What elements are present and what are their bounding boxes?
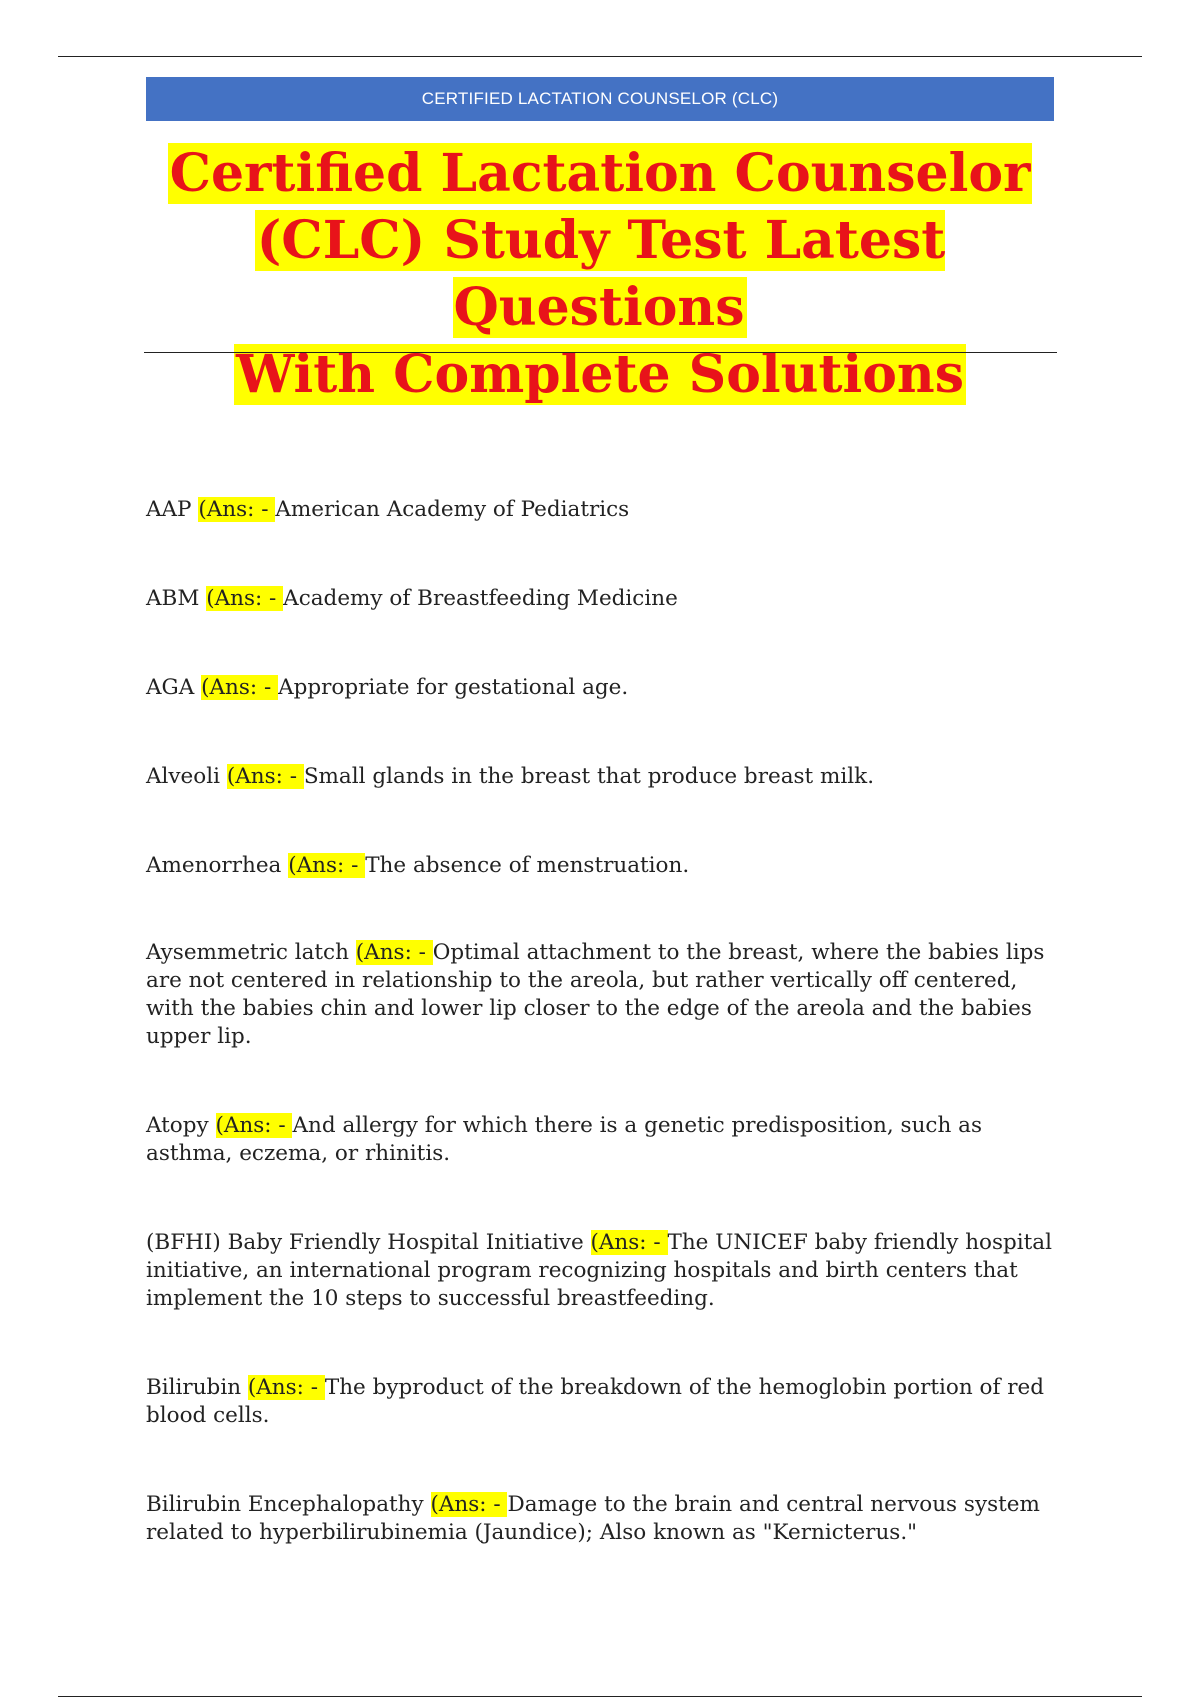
answer-marker: (Ans: - (226, 764, 304, 789)
entry-term: Bilirubin Encephalopathy (146, 1492, 424, 1517)
entry-answer: Small glands in the breast that produce breast milk. (303, 764, 875, 789)
entry-answer: The UNICEF baby friendly hospital initiative, an international program recognizing hospitals and birth centers that implement the 10 steps to successful breastfeeding. (146, 1230, 1052, 1311)
glossary-entry-amenorrhea (146, 852, 1056, 880)
answer-marker: (Ans: - (288, 853, 366, 878)
entry-answer: American Academy of Pediatrics (275, 497, 630, 522)
glossary-entry-atopy (146, 1112, 1056, 1168)
entry-term: ABM (146, 586, 200, 611)
entry-term: AGA (146, 675, 195, 700)
answer-marker: (Ans: - (590, 1230, 668, 1255)
entry-term: Alveoli (146, 764, 220, 789)
glossary-entry-bfhi (146, 1229, 1056, 1313)
glossary-entry-alveoli (146, 763, 1056, 791)
entry-answer: Damage to the brain and central nervous system related to hyperbilirubinemia (Jaundice); Also known as "Kernicterus." (146, 1492, 1040, 1545)
answer-marker: (Ans: - (215, 1113, 293, 1138)
answer-marker: (Ans: - (355, 940, 433, 965)
glossary-entry-bilirubin-encephalopathy (146, 1491, 1056, 1547)
glossary-entry-asymmetric-latch (146, 939, 1056, 1051)
entry-term: Bilirubin (146, 1375, 242, 1400)
title-line-2 (140, 207, 1060, 341)
entry-term: AAP (146, 497, 192, 522)
entry-answer: Optimal attachment to the breast, where the babies lips are not centered in relationship to the areola, but rather vertically off centered, with the babies chin and lower lip closer to the edge of the areola and the babies upper lip. (146, 940, 1045, 1049)
document-title (140, 140, 1060, 408)
entry-answer: Academy of Breastfeeding Medicine (283, 586, 678, 611)
title-line-1 (140, 140, 1060, 207)
entry-term: (BFHI) Baby Friendly Hospital Initiative (146, 1230, 584, 1255)
entry-term: Amenorrhea (146, 853, 282, 878)
answer-marker: (Ans: - (247, 1375, 325, 1400)
header-banner: CERTIFIED LACTATION COUNSELOR (CLC) (146, 77, 1054, 121)
answer-marker: (Ans: - (430, 1492, 508, 1517)
entry-answer: The absence of menstruation. (365, 853, 690, 878)
glossary-entry-aap (146, 496, 1056, 524)
entry-answer: Appropriate for gestational age. (278, 675, 629, 700)
glossary-entry-abm (146, 585, 1056, 613)
title-line-3-text: With Complete Solutions (236, 344, 964, 405)
top-rule (58, 56, 1142, 57)
title-line-2-text: (CLC) Study Test Latest Questions (256, 210, 946, 338)
entry-term: Aysemmetric latch (146, 940, 349, 965)
answer-marker: (Ans: - (198, 497, 276, 522)
entry-answer: The byproduct of the breakdown of the hemoglobin portion of red blood cells. (146, 1375, 1045, 1428)
title-rule (144, 352, 1057, 353)
bottom-rule (58, 1696, 1142, 1697)
answer-marker: (Ans: - (206, 586, 284, 611)
glossary-entry-aga (146, 674, 1056, 702)
entry-answer: And allergy for which there is a genetic predisposition, such as asthma, eczema, or rhinitis. (146, 1113, 983, 1166)
title-line-1-text: Certified Lactation Counselor (169, 143, 1031, 204)
glossary-entry-bilirubin (146, 1374, 1056, 1430)
answer-marker: (Ans: - (201, 675, 279, 700)
entry-term: Atopy (146, 1113, 209, 1138)
